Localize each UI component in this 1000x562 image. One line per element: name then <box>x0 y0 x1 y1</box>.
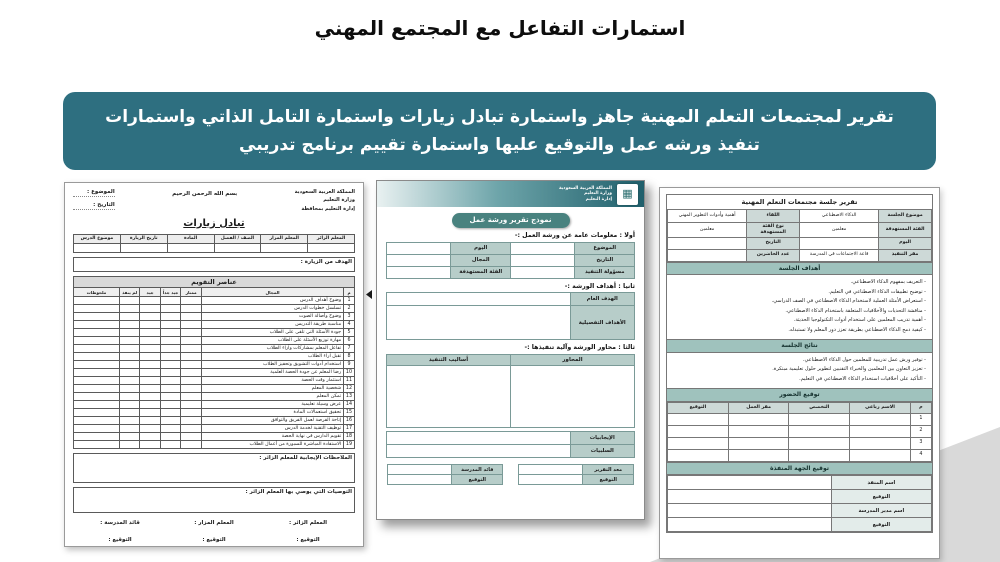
eval-row-label: شخصية المعلم <box>201 385 343 393</box>
ministry-logo <box>617 184 638 205</box>
workshop-header-band <box>377 181 644 207</box>
eval-row-number <box>344 361 355 369</box>
attendance-row <box>668 425 932 437</box>
eval-row-label: إتاحة الفرصة لعمل الفريق والتوافق <box>201 417 343 425</box>
evaluation-row <box>74 417 355 425</box>
session-value-right: الذكاء الاصطناعي <box>800 210 879 222</box>
attendance-row <box>668 413 932 425</box>
eval-row-number <box>344 377 355 385</box>
attendance-col-header: التخصص <box>789 402 850 413</box>
session-info-table <box>667 210 932 261</box>
eval-row-label: تفاعل المعلم بمشاركات وآراء الطلاب <box>201 345 343 353</box>
workshop-info-row <box>387 254 635 266</box>
eval-row-number <box>344 337 355 345</box>
evaluation-row <box>74 409 355 417</box>
session-results-band: نتائج الجلسة <box>667 339 932 353</box>
page-title: استمارات التفاعل مع المجتمع المهني <box>314 16 686 40</box>
info-value-left <box>387 266 451 278</box>
visit-info-col-header: تاريخ الزيارة <box>120 235 167 244</box>
session-report-form <box>666 194 933 533</box>
evaluation-row <box>74 433 355 441</box>
evaluation-row <box>74 369 355 377</box>
axes-empty-row <box>387 366 635 428</box>
axes-col-left: أساليب التنفيذ <box>387 355 511 366</box>
executor-label: اسم مدير المدرسة <box>831 504 931 518</box>
subject-date-fields <box>73 189 115 215</box>
executor-row <box>668 490 932 504</box>
eval-col-notdone: لم ينفذ <box>119 288 140 297</box>
executor-table <box>667 475 932 532</box>
signature-block <box>167 520 261 544</box>
executor-label: التوقيع <box>831 490 931 504</box>
workshop-signature-block <box>518 464 634 485</box>
eval-row-number <box>344 353 355 361</box>
signature-block <box>73 520 167 544</box>
attendance-row-number: 3 <box>910 437 931 449</box>
session-goal-item: - استعراض الأمثلة العملية لاستخدام الذكاء الاصطناعي في الصف الدراسي. <box>673 297 926 307</box>
eval-row-label: وضوح أهداف الدرس <box>201 297 343 305</box>
ministry-line: المملكة العربية السعودية <box>559 185 612 191</box>
session-goal-item: - التعريف بمفهوم الذكاء الاصطناعي. <box>673 278 926 288</box>
eval-row-number <box>344 425 355 433</box>
evaluation-row <box>74 425 355 433</box>
info-value-left <box>387 242 451 254</box>
evaluation-row <box>74 305 355 313</box>
workshop-info-table <box>386 242 635 279</box>
visit-form-header <box>73 189 355 215</box>
visit-goal-field: الهدف من الزيارة : <box>73 257 355 272</box>
header-field-label: التاريخ : <box>73 202 115 210</box>
ministry-lines <box>559 186 612 203</box>
session-label-right: مقر التنفيذ <box>879 249 932 261</box>
ministry-header-line: وزارة التعليم <box>323 197 355 204</box>
info-label-right: مسؤولة التنفيذ <box>575 266 635 278</box>
detailed-goals-row <box>387 306 635 340</box>
attendance-row <box>668 437 932 449</box>
detailed-goals-label: الأهداف التفصيلية <box>570 306 634 340</box>
positives-label: الإيجابيات <box>570 432 634 445</box>
eval-row-number <box>344 305 355 313</box>
footer-role-label: معد التقرير <box>583 465 634 475</box>
evaluation-row <box>74 337 355 345</box>
eval-row-label: تمكن المعلم <box>201 393 343 401</box>
attendance-table <box>667 402 932 462</box>
evaluation-row <box>74 377 355 385</box>
footer-sign-label: التوقيع <box>452 475 503 485</box>
eval-col-domain: المجال <box>201 288 343 297</box>
eval-row-label: الاستفادة المباشرة للسبورة من أعمال الطلاب <box>201 441 343 449</box>
eval-row-number <box>344 385 355 393</box>
session-result-item: - تعزيز التعاون بين المعلمين والخبراء التقنيين لتطوير حلول تعليمية مبتكرة. <box>673 365 926 375</box>
workshop-section2-title: ثانيا : أهداف الورشة :- <box>564 282 635 290</box>
attendance-header-row <box>668 402 932 413</box>
footer-role-label: قائد المدرسة <box>452 465 503 475</box>
evaluation-row <box>74 401 355 409</box>
workshop-section3-title: ثالثا : محاور الورشة وآلية تنفيذها :- <box>524 344 635 352</box>
axes-col-right: المحاور <box>511 355 635 366</box>
session-result-item: - التأكيد على أخلاقيات استخدام الذكاء الاصطناعي في التعليم. <box>673 375 926 385</box>
eval-row-number <box>344 321 355 329</box>
session-goal-item: - مناقشة التحديات والأخلاقيات المتعلقة باستخدام الذكاء الاصطناعي. <box>673 307 926 317</box>
eval-row-label: وضوح وأصالة الصوت <box>201 313 343 321</box>
session-label-left: نوع الفئة المستهدفة <box>747 222 800 237</box>
session-value-left <box>668 249 747 261</box>
evaluation-table <box>73 287 355 449</box>
ministry-header-line: إدارة التعليم بمحافظة <box>301 205 355 212</box>
executor-row <box>668 518 932 532</box>
session-value-right: معلمين <box>800 222 879 237</box>
evaluation-row <box>74 321 355 329</box>
eval-row-number <box>344 369 355 377</box>
info-value-right <box>511 266 575 278</box>
axes-header-row <box>387 355 635 366</box>
ministry-line: وزارة التعليم <box>584 191 612 197</box>
session-goal-item: - كيفية دمج الذكاء الاصطناعي بطريقة تعزز دور المعلم ولا تستبدله. <box>673 326 926 336</box>
attendance-col-header: مقر العمل <box>728 402 789 413</box>
evaluation-row <box>74 385 355 393</box>
document-visit-exchange-form[interactable] <box>64 182 364 547</box>
info-value-left <box>387 254 451 266</box>
eval-row-label: استخدام أدوات التشويق وتحفيز الطلاب <box>201 361 343 369</box>
session-value-right <box>800 237 879 249</box>
eval-row-label: عرض وسيلة تعليمية <box>201 401 343 409</box>
eval-row-label: مهارة توزيع الأسئلة على الطلاب <box>201 337 343 345</box>
session-goal-item: - توضيح تطبيقات الذكاء الاصطناعي في التعليم. <box>673 288 926 298</box>
session-value-left: معلمين <box>668 222 747 237</box>
eval-row-label: توظيف التقنية لخدمة الدرس <box>201 425 343 433</box>
info-value-right <box>511 254 575 266</box>
eval-row-number <box>344 401 355 409</box>
info-label-left: اليوم <box>451 242 511 254</box>
document-workshop-report-form[interactable] <box>376 180 645 520</box>
evaluation-row <box>74 329 355 337</box>
info-label-right: التاريخ <box>575 254 635 266</box>
evaluation-row <box>74 313 355 321</box>
workshop-goals-table <box>386 292 635 340</box>
workshop-footer <box>387 464 634 485</box>
eval-row-number <box>344 345 355 353</box>
attendance-band: توقيع الحضور <box>667 388 932 402</box>
eval-row-number <box>344 329 355 337</box>
workshop-info-row <box>387 266 635 278</box>
session-goals-list <box>667 275 932 339</box>
session-report-title: تقرير جلسة مجتمعات التعلم المهنية <box>667 195 932 210</box>
eval-row-number <box>344 297 355 305</box>
eval-row-label: تقبل آراء الطلاب <box>201 353 343 361</box>
executor-label: اسم المنفذ <box>831 476 931 490</box>
eval-col-notes: ملحوظات <box>74 288 120 297</box>
signature-sign-label: التوقيع : <box>108 537 132 544</box>
ministry-header-lines <box>295 189 355 215</box>
visit-form-title: تبادل زيارات <box>183 217 245 229</box>
workshop-signature-block <box>387 464 503 485</box>
attendance-col-header: م <box>910 402 931 413</box>
eval-row-label: مناسبة طريقة التدريس <box>201 321 343 329</box>
visit-info-col-header: المعلم المزار <box>261 235 308 244</box>
info-label-right: الموضوع <box>575 242 635 254</box>
evaluation-header-row <box>74 288 355 297</box>
signature-name-label: المعلم الزائر : <box>288 520 328 527</box>
executor-band: توقيع الجهة المنفذة <box>667 462 932 476</box>
signature-block <box>261 520 355 544</box>
eval-row-label: رضا المعلم عن جودة الحصة العلمية <box>201 369 343 377</box>
negatives-row <box>387 445 635 458</box>
evaluation-row <box>74 393 355 401</box>
negatives-label: السلبيات <box>570 445 634 458</box>
embed-anchor-icon <box>366 290 372 299</box>
session-value-left <box>668 237 747 249</box>
session-value-left: أهمية وأدوات التطوير المهني <box>668 210 747 222</box>
evaluation-table-title: عناصر التقويم <box>73 276 355 287</box>
attendance-row-number: 2 <box>910 425 931 437</box>
executor-row <box>668 476 932 490</box>
eval-row-number <box>344 417 355 425</box>
session-label-left: عدد الحاضرين <box>747 249 800 261</box>
session-label-right: الفئة المستهدفة <box>879 222 932 237</box>
general-goal-label: الهدف العام <box>570 293 634 306</box>
visit-info-col-header: المادة <box>167 235 214 244</box>
eval-col-excellent: ممتاز <box>181 288 202 297</box>
session-value-right: قاعة الاجتماعات في المدرسة <box>800 249 879 261</box>
visit-signatures <box>73 520 355 544</box>
session-info-row <box>668 249 932 261</box>
session-label-left: اللقاء <box>747 210 800 222</box>
visit-info-table <box>73 234 355 253</box>
eval-row-number <box>344 441 355 449</box>
workshop-axes-table <box>386 354 635 428</box>
footer-sign-label: التوقيع <box>583 475 634 485</box>
session-results-list <box>667 353 932 389</box>
signature-sign-label: التوقيع : <box>296 537 320 544</box>
evaluation-row <box>74 353 355 361</box>
eval-row-number <box>344 313 355 321</box>
session-info-row <box>668 237 932 249</box>
eval-row-label: تحقيق استعمالات المادة <box>201 409 343 417</box>
eval-row-number <box>344 433 355 441</box>
attendance-row <box>668 449 932 461</box>
attendance-col-header: التوقيع <box>668 402 729 413</box>
session-info-row <box>668 210 932 222</box>
visit-info-header-row <box>74 235 355 244</box>
visit-info-col-header: الصف / الفصل <box>214 235 261 244</box>
session-label-left: التاريخ <box>747 237 800 249</box>
signature-name-label: قائد المدرسة : <box>100 520 140 527</box>
eval-col-num: م <box>344 288 355 297</box>
executor-row <box>668 504 932 518</box>
session-goals-band: أهداف الجلسة <box>667 262 932 276</box>
attendance-row-number: 1 <box>910 413 931 425</box>
evaluation-row <box>74 297 355 305</box>
positives-row <box>387 432 635 445</box>
positives-negatives-table <box>386 431 635 458</box>
evaluation-row <box>74 361 355 369</box>
eval-col-verygood: جيد جداً <box>160 288 181 297</box>
workshop-info-row <box>387 242 635 254</box>
eval-row-label: استثمار وقت الحصة <box>201 377 343 385</box>
visit-info-empty-row <box>74 244 355 253</box>
session-label-right: موضوع الجلسة <box>879 210 932 222</box>
ministry-line: إدارة التعليم <box>585 196 612 202</box>
info-label-left: المجال <box>451 254 511 266</box>
workshop-section1-title: أولا : معلومات عامة عن ورشة العمل :- <box>514 231 635 239</box>
eval-row-label: جودة الأسئلة التي تلقى على الطلاب <box>201 329 343 337</box>
eval-row-number <box>344 409 355 417</box>
basmala-text: بسم الله الرحمن الرحيم <box>172 191 238 197</box>
attendance-row-number: 4 <box>910 449 931 461</box>
signature-name-label: المعلم المزار : <box>194 520 234 527</box>
evaluation-row <box>74 345 355 353</box>
positive-notes-field: الملاحظات الإيجابية للمعلم الزائر : <box>73 453 355 483</box>
session-result-item: - توفير ورش عمل تدريبية للمعلمين حول الذكاء الاصطناعي. <box>673 356 926 366</box>
document-plc-session-report[interactable] <box>659 187 940 559</box>
visit-info-col-header: المعلم الزائر <box>308 235 355 244</box>
signature-sign-label: التوقيع : <box>202 537 226 544</box>
eval-row-label: تسلسل خطوات الدرس <box>201 305 343 313</box>
workshop-title-badge: نموذج تقرير ورشة عمل <box>452 213 570 228</box>
eval-row-number <box>344 393 355 401</box>
general-goal-row <box>387 293 635 306</box>
info-value-right <box>511 242 575 254</box>
ministry-logo-glyph: ▦ <box>622 187 633 201</box>
ministry-header-line: المملكة العربية السعودية <box>294 189 355 195</box>
recommendations-field: التوصيات التي يوصي بها المعلم الزائر : <box>73 487 355 513</box>
info-label-left: الفئة المستهدفة <box>451 266 511 278</box>
summary-banner: تقرير لمجتمعات التعلم المهنية جاهز واستمارة تبادل زيارات واستمارة التامل الذاتي واستمارات تنفيذ ورشه عمل والتوقيع عليها واستمارة تقييم برنامج تدريبي <box>63 92 936 170</box>
attendance-col-header: الاسم رباعي <box>850 402 911 413</box>
session-goal-item: - أهمية تدريب المعلمين على استخدام أدوات التكنولوجيا الحديثة. <box>673 316 926 326</box>
eval-col-good: جيد <box>140 288 161 297</box>
evaluation-row <box>74 441 355 449</box>
session-label-right: اليوم <box>879 237 932 249</box>
header-field-label: الموضوع : <box>73 189 115 197</box>
visit-info-col-header: موضوع الدرس <box>74 235 121 244</box>
executor-label: التوقيع <box>831 518 931 532</box>
session-info-row <box>668 222 932 237</box>
eval-row-label: تقويم الدارس في نهاية الحصة <box>201 433 343 441</box>
